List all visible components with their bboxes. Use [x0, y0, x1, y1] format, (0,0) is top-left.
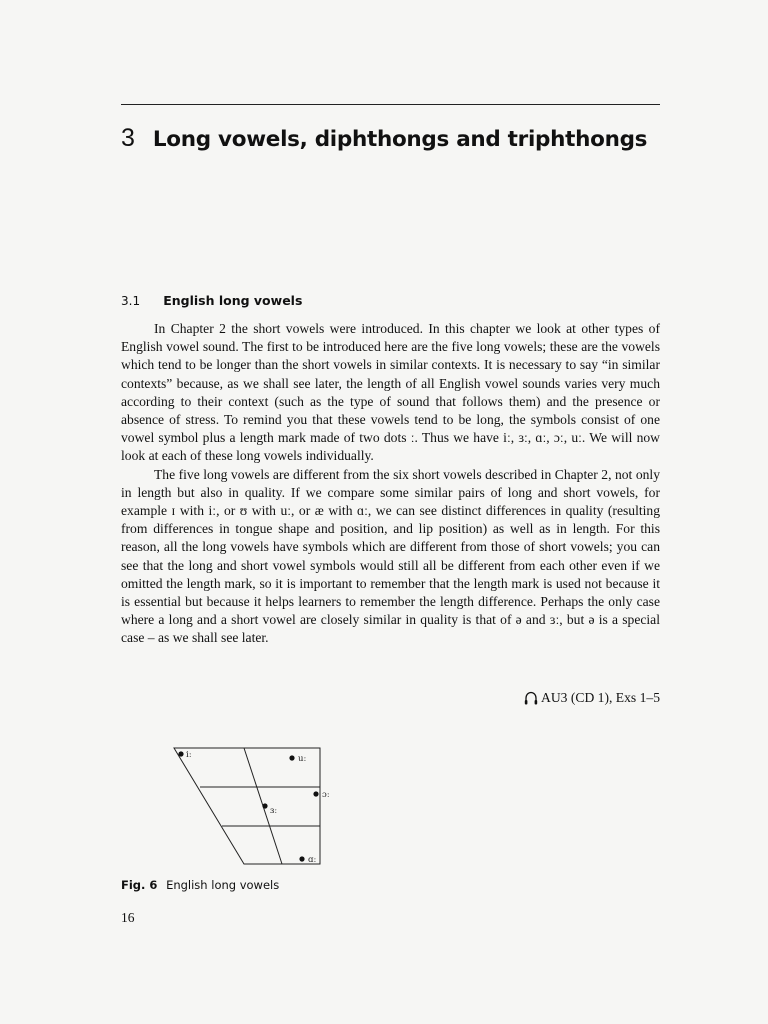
quadrilateral-outline — [174, 748, 320, 864]
body-text — [121, 320, 660, 648]
paragraph: The five long vowels are different from the six short vowels described in Chapter 2, not only in length but also in quality. If we compare some similar pairs of long and short vowels, for example ɪ with iː, or ʊ with uː, or æ with ɑː, we can see distinct differences in quality (resulting from differences in tongue shape and position, and lip position) as well as in length. For this reason, all the long vowels have symbols which are different from those of short vowels; you can see that the long and short vowel symbols would still all be different from each other even if we omitted the length mark, so it is important to remember that the length mark is used not because it is essential but because it helps learners to remember the length difference. Perhaps the only case where a long and a short vowel are closely similar in quality is that of ə and ɜː, but ə is a special case – as we shall see later. — [121, 466, 660, 646]
vowel-chart-figure — [168, 742, 348, 872]
vowel-point-a — [299, 856, 304, 861]
page-number: 16 — [121, 910, 135, 925]
vowel-label-er: ɜː — [270, 806, 278, 816]
vowel-label-o: ɔː — [322, 790, 330, 800]
figure-caption-label: Fig. 6 — [121, 878, 158, 892]
paragraph: In Chapter 2 the short vowels were introduced. In this chapter we look at other types of English vowel sound. The first to be introduced here are the five long vowels; these are the vowels which tend to be longer than the short vowels in similar contexts. It is necessary to say “in similar contexts” because, as we shall see later, the length of all English vowel sounds varies very much according to their context (such as the type of sound that follows them) and the presence or absence of stress. To remind you that these vowels tend to be long, the symbols consist of one vowel symbol plus a length mark made of two dots ː. Thus we have iː, ɜː, ɑː, ɔː, uː. We will now look at each of these long vowels individually. — [121, 321, 660, 464]
chapter-heading — [121, 124, 681, 153]
top-rule — [121, 104, 660, 105]
chapter-number: 3 — [121, 124, 135, 152]
audio-reference-text: AU3 (CD 1), Exs 1–5 — [541, 690, 660, 705]
vowel-label-i: iː — [186, 750, 192, 760]
section-number: 3.1 — [121, 294, 141, 308]
vowel-label-a: ɑː — [308, 855, 317, 865]
vowel-point-o — [313, 791, 318, 796]
vowel-point-er — [262, 803, 267, 808]
vowel-point-u — [289, 755, 294, 760]
headphones-icon — [524, 690, 538, 706]
chapter-title: Long vowels, diphthongs and triphthongs — [152, 127, 648, 152]
figure-caption-text: English long vowels — [166, 878, 280, 892]
section-title: English long vowels — [163, 293, 303, 308]
audio-reference — [524, 690, 660, 706]
section-heading — [121, 290, 302, 309]
figure-caption — [121, 878, 279, 892]
vowel-quadrilateral — [168, 742, 348, 872]
vowel-label-u: uː — [298, 754, 307, 764]
vowel-point-i — [178, 751, 183, 756]
